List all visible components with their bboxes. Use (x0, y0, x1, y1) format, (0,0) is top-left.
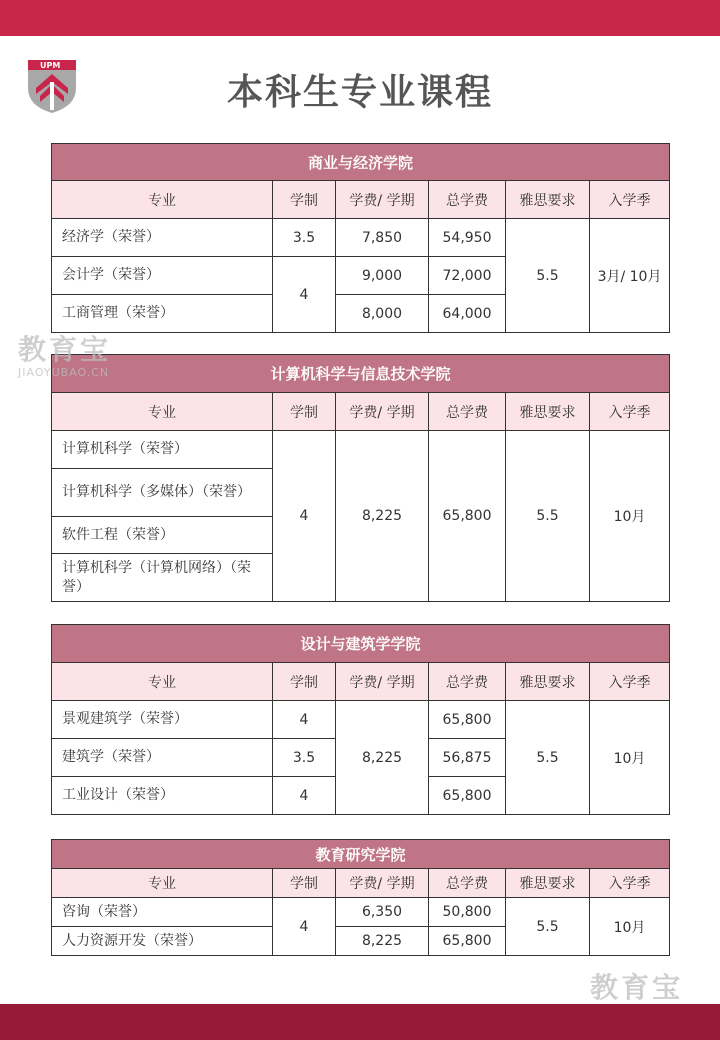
header-major: 专业 (52, 181, 273, 219)
table-row (52, 701, 670, 739)
watermark (18, 328, 111, 379)
header-major: 专业 (52, 869, 273, 898)
header-major: 专业 (52, 663, 273, 701)
fee-total-cell: 65,800 (429, 431, 506, 602)
major-cell: 建筑学（荣誉） (52, 739, 273, 777)
header-ielts: 雅思要求 (506, 181, 590, 219)
duration-cell: 3.5 (273, 739, 336, 777)
faculty-table-design-architecture (51, 624, 670, 815)
major-cell: 工业设计（荣誉） (52, 777, 273, 815)
header-ielts: 雅思要求 (506, 869, 590, 898)
ielts-cell: 5.5 (506, 701, 590, 815)
major-cell: 计算机科学（荣誉） (52, 431, 273, 469)
header-intake: 入学季 (590, 181, 670, 219)
major-cell: 经济学（荣誉） (52, 219, 273, 257)
header-major: 专业 (52, 393, 273, 431)
section-title: 教育研究学院 (52, 840, 670, 869)
fee-term-cell: 8,225 (336, 927, 429, 956)
fee-term-cell: 7,850 (336, 219, 429, 257)
fee-total-cell: 56,875 (429, 739, 506, 777)
header-duration: 学制 (273, 869, 336, 898)
fee-total-cell: 50,800 (429, 898, 506, 927)
svg-text:UPM: UPM (40, 61, 61, 70)
ielts-cell: 5.5 (506, 219, 590, 333)
table-header-row (52, 393, 670, 431)
ielts-cell: 5.5 (506, 898, 590, 956)
header-fee-term: 学费/ 学期 (336, 393, 429, 431)
header-ielts: 雅思要求 (506, 663, 590, 701)
intake-cell: 10月 (590, 898, 670, 956)
ielts-cell: 5.5 (506, 431, 590, 602)
header-fee-term: 学费/ 学期 (336, 869, 429, 898)
intake-cell: 10月 (590, 701, 670, 815)
top-banner (0, 0, 720, 36)
fee-total-cell: 65,800 (429, 777, 506, 815)
duration-cell: 4 (273, 431, 336, 602)
major-cell: 会计学（荣誉） (52, 257, 273, 295)
fee-term-cell: 6,350 (336, 898, 429, 927)
header-fee-term: 学费/ 学期 (336, 663, 429, 701)
fee-term-cell: 8,225 (336, 431, 429, 602)
duration-cell: 3.5 (273, 219, 336, 257)
header-duration: 学制 (273, 181, 336, 219)
duration-cell: 4 (273, 257, 336, 333)
major-cell: 计算机科学（计算机网络）（荣誉） (52, 554, 273, 602)
section-title: 商业与经济学院 (52, 144, 670, 181)
major-cell: 景观建筑学（荣誉） (52, 701, 273, 739)
major-cell: 软件工程（荣誉） (52, 517, 273, 554)
table-row (52, 898, 670, 927)
fee-total-cell: 65,800 (429, 927, 506, 956)
header-duration: 学制 (273, 393, 336, 431)
faculty-table-business (51, 143, 670, 333)
fee-term-cell: 8,000 (336, 295, 429, 333)
fee-total-cell: 54,950 (429, 219, 506, 257)
intake-cell: 10月 (590, 431, 670, 602)
header-intake: 入学季 (590, 869, 670, 898)
duration-cell: 4 (273, 777, 336, 815)
section-title: 设计与建筑学学院 (52, 625, 670, 663)
fee-total-cell: 64,000 (429, 295, 506, 333)
header-fee-total: 总学费 (429, 181, 506, 219)
header-fee-total: 总学费 (429, 393, 506, 431)
watermark-brand: 教育宝 (590, 971, 684, 1004)
fee-term-cell: 9,000 (336, 257, 429, 295)
major-cell: 工商管理（荣誉） (52, 295, 273, 333)
header-ielts: 雅思要求 (506, 393, 590, 431)
watermark-brand: 教育宝 (18, 333, 112, 366)
header-intake: 入学季 (590, 393, 670, 431)
table-header-row (52, 663, 670, 701)
header-fee-total: 总学费 (429, 663, 506, 701)
watermark-site: JIAOYUBAO.CN (18, 366, 110, 379)
fee-total-cell: 65,800 (429, 701, 506, 739)
table-row (52, 431, 670, 469)
major-cell: 咨询（荣誉） (52, 898, 273, 927)
table-header-row (52, 869, 670, 898)
intake-cell: 3月/ 10月 (590, 219, 670, 333)
header-duration: 学制 (273, 663, 336, 701)
page-title: 本科生专业课程 (226, 72, 493, 113)
header-fee-term: 学费/ 学期 (336, 181, 429, 219)
section-title: 计算机科学与信息技术学院 (52, 355, 670, 393)
duration-cell: 4 (273, 898, 336, 956)
fee-term-cell: 8,225 (336, 701, 429, 815)
bottom-banner (0, 1004, 720, 1040)
table-header-row (52, 181, 670, 219)
header-fee-total: 总学费 (429, 869, 506, 898)
header-intake: 入学季 (590, 663, 670, 701)
duration-cell: 4 (273, 701, 336, 739)
major-cell: 计算机科学（多媒体）（荣誉） (52, 469, 273, 517)
fee-total-cell: 72,000 (429, 257, 506, 295)
faculty-table-education (51, 839, 670, 956)
table-row (52, 219, 670, 257)
major-cell: 人力资源开发（荣誉） (52, 927, 273, 956)
faculty-table-computer-science (51, 354, 670, 602)
